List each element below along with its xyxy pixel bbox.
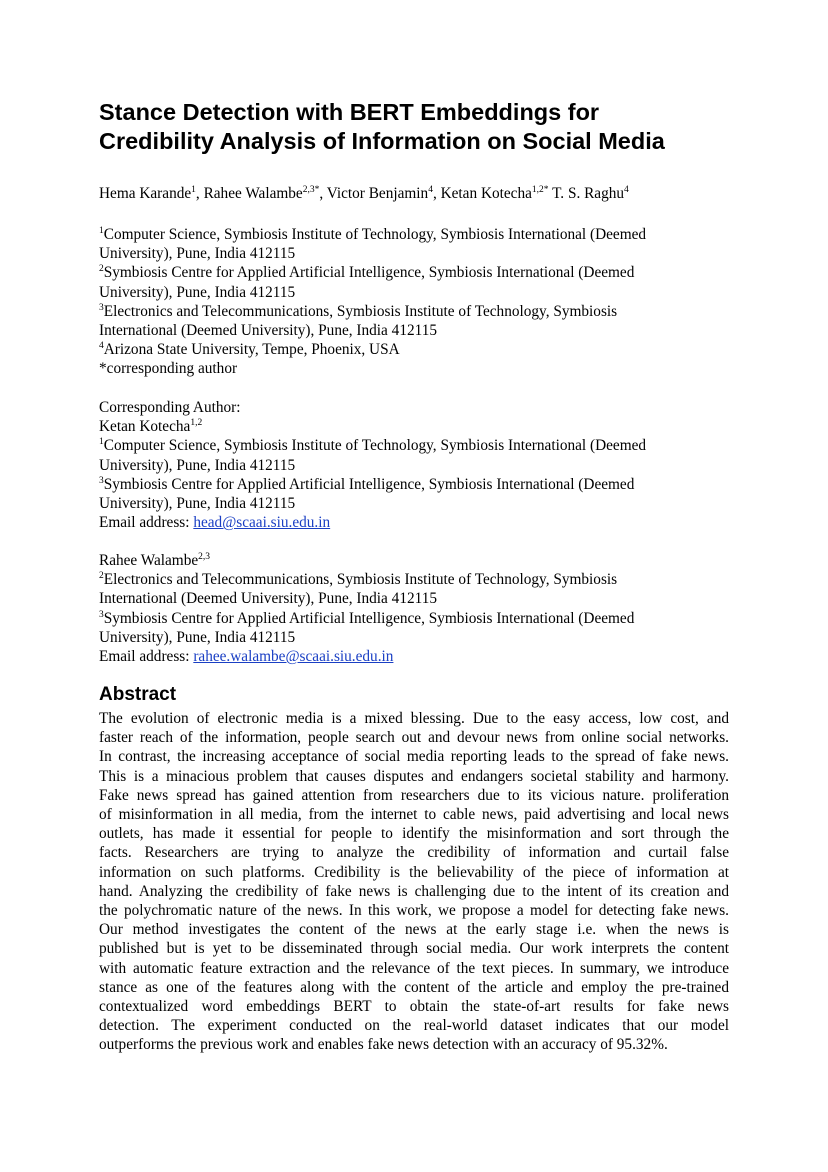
abstract-line: This is a minacious problem that causes disputes and endangers societal stability and harmony. — [99, 767, 729, 785]
email-link[interactable]: rahee.walambe@scaai.siu.edu.in — [193, 648, 394, 666]
email-line — [99, 513, 734, 532]
abstract-line: The evolution of electronic media is a mixed blessing. Due to the easy access, low cost, and — [99, 710, 729, 727]
author-name: Victor Benjamin — [326, 185, 429, 202]
affiliation-line — [99, 475, 734, 494]
affiliation-text: International (Deemed University), Pune, India 412115 — [99, 590, 437, 608]
author-sup: 4 — [428, 185, 433, 195]
affiliation-line — [99, 570, 734, 589]
abstract-body — [99, 709, 729, 1055]
affiliation-3 — [99, 302, 734, 321]
abstract-line: facts. Researchers are trying to analyze the credibility of information and curtail false — [99, 844, 729, 862]
abstract-line: In contrast, the increasing acceptance of social media reporting leads to the spread of fake news. — [99, 748, 729, 766]
abstract-line: outlets, has made it essential for people to identify the misinformation and sort through the — [99, 825, 729, 843]
affiliation-text: Computer Science, Symbiosis Institute of Technology, Symbiosis International (Deemed — [103, 226, 647, 243]
author-name: Ketan Kotecha — [440, 185, 532, 202]
paper-title — [99, 98, 759, 156]
author-name: Hema Karande — [99, 185, 192, 202]
affiliation-line — [99, 436, 734, 455]
abstract-line: the polychromatic nature of the news. In this work, we propose a model for detecting fake news. — [99, 902, 729, 920]
affiliation-text: International (Deemed University), Pune, India 412115 — [99, 322, 437, 340]
author-name: Rahee Walambe — [203, 185, 303, 202]
email-link[interactable]: head@scaai.siu.edu.in — [193, 514, 331, 532]
affiliation-sup: 3 — [99, 475, 104, 486]
abstract-line: hand. Analyzing the credibility of fake news is challenging due to the intent of its creation and — [99, 882, 729, 900]
affiliation-text: Arizona State University, Tempe, Phoenix, USA — [103, 341, 400, 359]
title-line-2: Credibility Analysis of Information on Social Media — [99, 128, 665, 154]
abstract-line: with automatic feature extraction and the relevance of the text pieces. In summary, we introduce — [99, 959, 729, 977]
author-sup: 1,2* — [531, 185, 549, 195]
email-label: Email address: — [99, 648, 194, 666]
abstract-line: contextualized word embeddings BERT to obtain the state-of-art results for fake news — [99, 998, 729, 1016]
abstract-line: faster reach of the information, people search out and devour news from online social networks. — [99, 729, 729, 747]
abstract-line: stance as one of the features along with the content of the article and employ the pre-trained — [99, 978, 729, 996]
affiliation-text: University), Pune, India 412115 — [99, 628, 296, 646]
corresponding-note: *corresponding author — [99, 360, 238, 378]
abstract-line: Fake news spread has gained attention from researchers due to its vicious nature. proliferation — [99, 786, 729, 804]
abstract-line: of misinformation in all media, from the internet to cable news, paid advertising and local news — [99, 806, 729, 824]
affiliation-1 — [99, 225, 734, 244]
author-sup: 1,2 — [190, 418, 203, 429]
author-sep: , — [432, 185, 441, 202]
affiliation-text: Electronics and Telecommunications, Symbiosis Institute of Technology, Symbiosis — [103, 571, 618, 589]
email-line — [99, 647, 734, 666]
affiliation-sup: 3 — [99, 302, 104, 313]
affiliation-text: Symbiosis Centre for Applied Artificial Intelligence, Symbiosis International (Deemed — [103, 475, 635, 493]
abstract-line: outperforms the previous work and enables fake news detection with an accuracy of 95.32%. — [99, 1036, 668, 1054]
author-name: T. S. Raghu — [552, 185, 625, 202]
corresponding-heading: Corresponding Author: — [99, 399, 241, 416]
affiliation-text: University), Pune, India 412115 — [99, 283, 296, 301]
affiliation-text: University), Pune, India 412115 — [99, 495, 296, 513]
author-name: Rahee Walambe — [99, 552, 199, 569]
author-sep: , — [319, 185, 327, 202]
affiliation-sup: 2 — [99, 264, 104, 275]
affiliation-sup: 1 — [99, 437, 104, 448]
corresponding-name — [99, 551, 734, 570]
affiliation-4 — [99, 340, 734, 359]
author-sup: 2,3* — [302, 185, 320, 195]
abstract-line: detection. The experiment conducted on the real-world dataset indicates that our model — [99, 1017, 729, 1035]
corresponding-author-1 — [99, 398, 734, 532]
affiliation-text: Computer Science, Symbiosis Institute of Technology, Symbiosis International (Deemed — [103, 437, 647, 455]
abstract-line: published but is yet to be disseminated through social media. Our work interprets the content — [99, 940, 729, 958]
title-line-1: Stance Detection with BERT Embeddings for — [99, 99, 600, 125]
abstract-line: information on such platforms. Credibility is the believability of the piece of information at — [99, 863, 729, 881]
author-name: Ketan Kotecha — [99, 418, 191, 436]
affiliation-sup: 4 — [99, 341, 104, 352]
affiliations — [99, 225, 734, 379]
abstract-heading: Abstract — [99, 684, 177, 705]
corresponding-name — [99, 417, 734, 436]
abstract-line: Our method investigates the content of the news at the early stage i.e. when the news is — [99, 921, 729, 939]
affiliation-text: University), Pune, India 412115 — [99, 456, 296, 474]
author-sup: 2,3 — [198, 552, 211, 562]
affiliation-2 — [99, 263, 734, 282]
email-label: Email address: — [99, 514, 194, 532]
affiliation-sup: 3 — [99, 609, 104, 620]
affiliation-text: University), Pune, India 412115 — [99, 245, 296, 263]
affiliation-text: Symbiosis Centre for Applied Artificial Intelligence, Symbiosis International (Deemed — [103, 264, 635, 282]
affiliation-line — [99, 609, 734, 628]
corresponding-author-2 — [99, 551, 734, 666]
author-sup: 4 — [624, 185, 629, 195]
author-list — [99, 184, 734, 203]
affiliation-text: Electronics and Telecommunications, Symbiosis Institute of Technology, Symbiosis — [103, 302, 618, 320]
affiliation-text: Symbiosis Centre for Applied Artificial Intelligence, Symbiosis International (Deemed — [103, 609, 635, 627]
affiliation-sup: 2 — [99, 571, 104, 582]
affiliation-sup: 1 — [99, 226, 104, 236]
author-sup: 1 — [191, 185, 196, 195]
author-sep: , — [195, 185, 204, 202]
